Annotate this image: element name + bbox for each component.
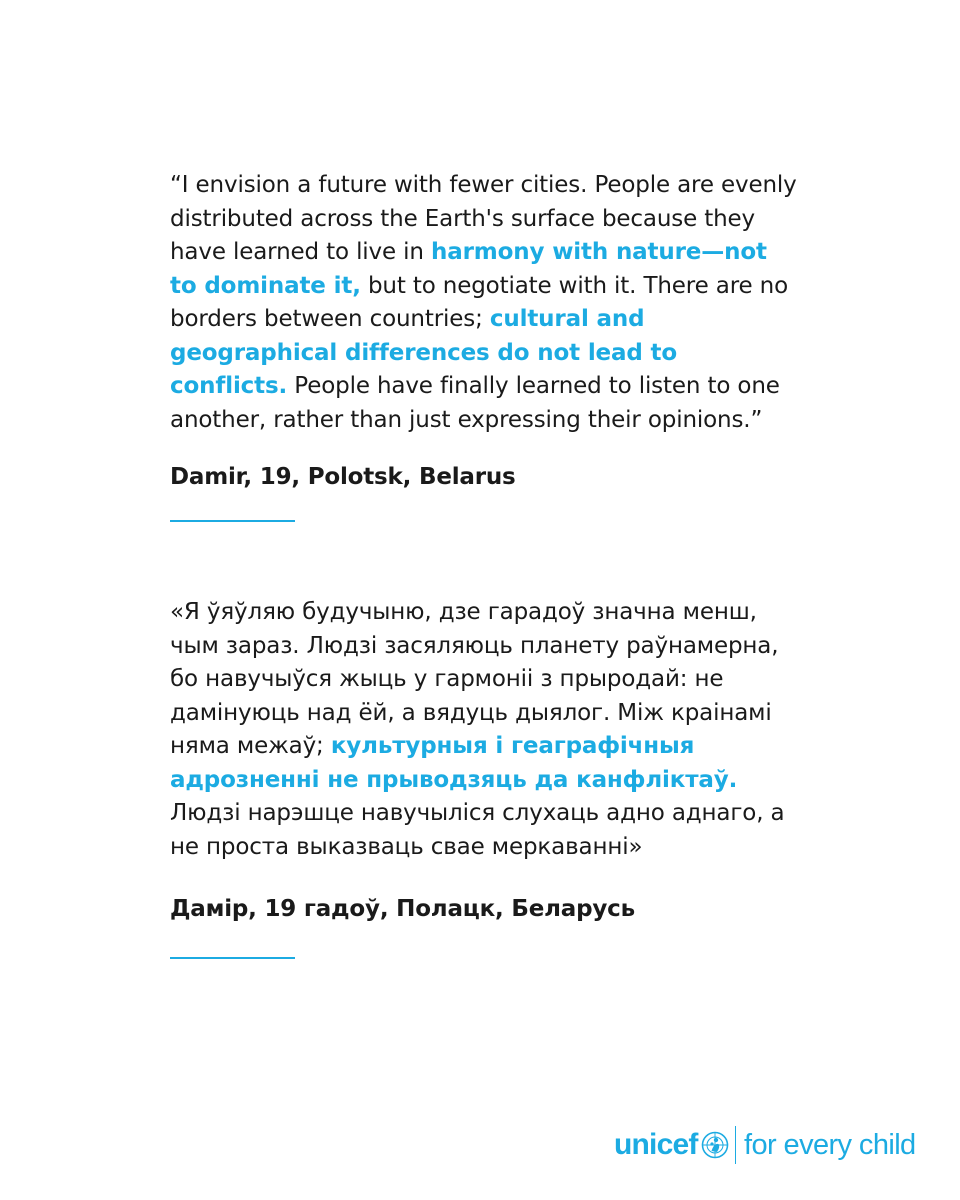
belarusian-quote-text-2: Людзі нарэшце навучыліся слухаць адно аднаго, а не проста выказваць свае меркаванні» [170,800,785,860]
belarusian-author: Дамір, 19 гадоў, Полацк, Беларусь [170,896,635,922]
english-quote-text-3: People have finally learned to listen to one another, rather than just expressing their opinions.” [170,373,780,433]
belarusian-quote-highlight: культурныя і геаграфічныя адрозненні не прыводзяць да канфліктаў. [170,733,738,793]
english-divider [170,520,295,522]
english-quote-highlight-2: cultural and geographical differences do not lead to conflicts. [170,306,678,399]
belarusian-quote-text-1: «Я ўяўляю будучыню, дзе гарадоў значна менш, чым зараз. Людзі засяляюць планету раўнамерна, бо навучыўся жыць у гармоніі з прыродай: не дамінуюць над ёй, а вядуць дыялог. Між краінамі няма межаў; [170,599,779,759]
english-quote-highlight-1: harmony with nature—not to dominate it, [170,239,767,299]
english-author: Damir, 19, Polotsk, Belarus [170,464,516,490]
unicef-tagline: for every child [744,1128,916,1161]
belarusian-quote [170,596,800,864]
english-quote [170,169,800,437]
english-quote-text-1: “I envision a future with fewer cities. People are evenly distributed across the Earth's surface because they have learned to live in [170,172,797,265]
unicef-wordmark: unicef [614,1128,698,1161]
english-quote-text-2: but to negotiate with it. There are no borders between countries; [170,272,789,332]
unicef-emblem-icon [701,1131,729,1159]
logo-separator [735,1126,737,1164]
belarusian-divider [170,957,295,959]
unicef-logo [614,1125,916,1165]
